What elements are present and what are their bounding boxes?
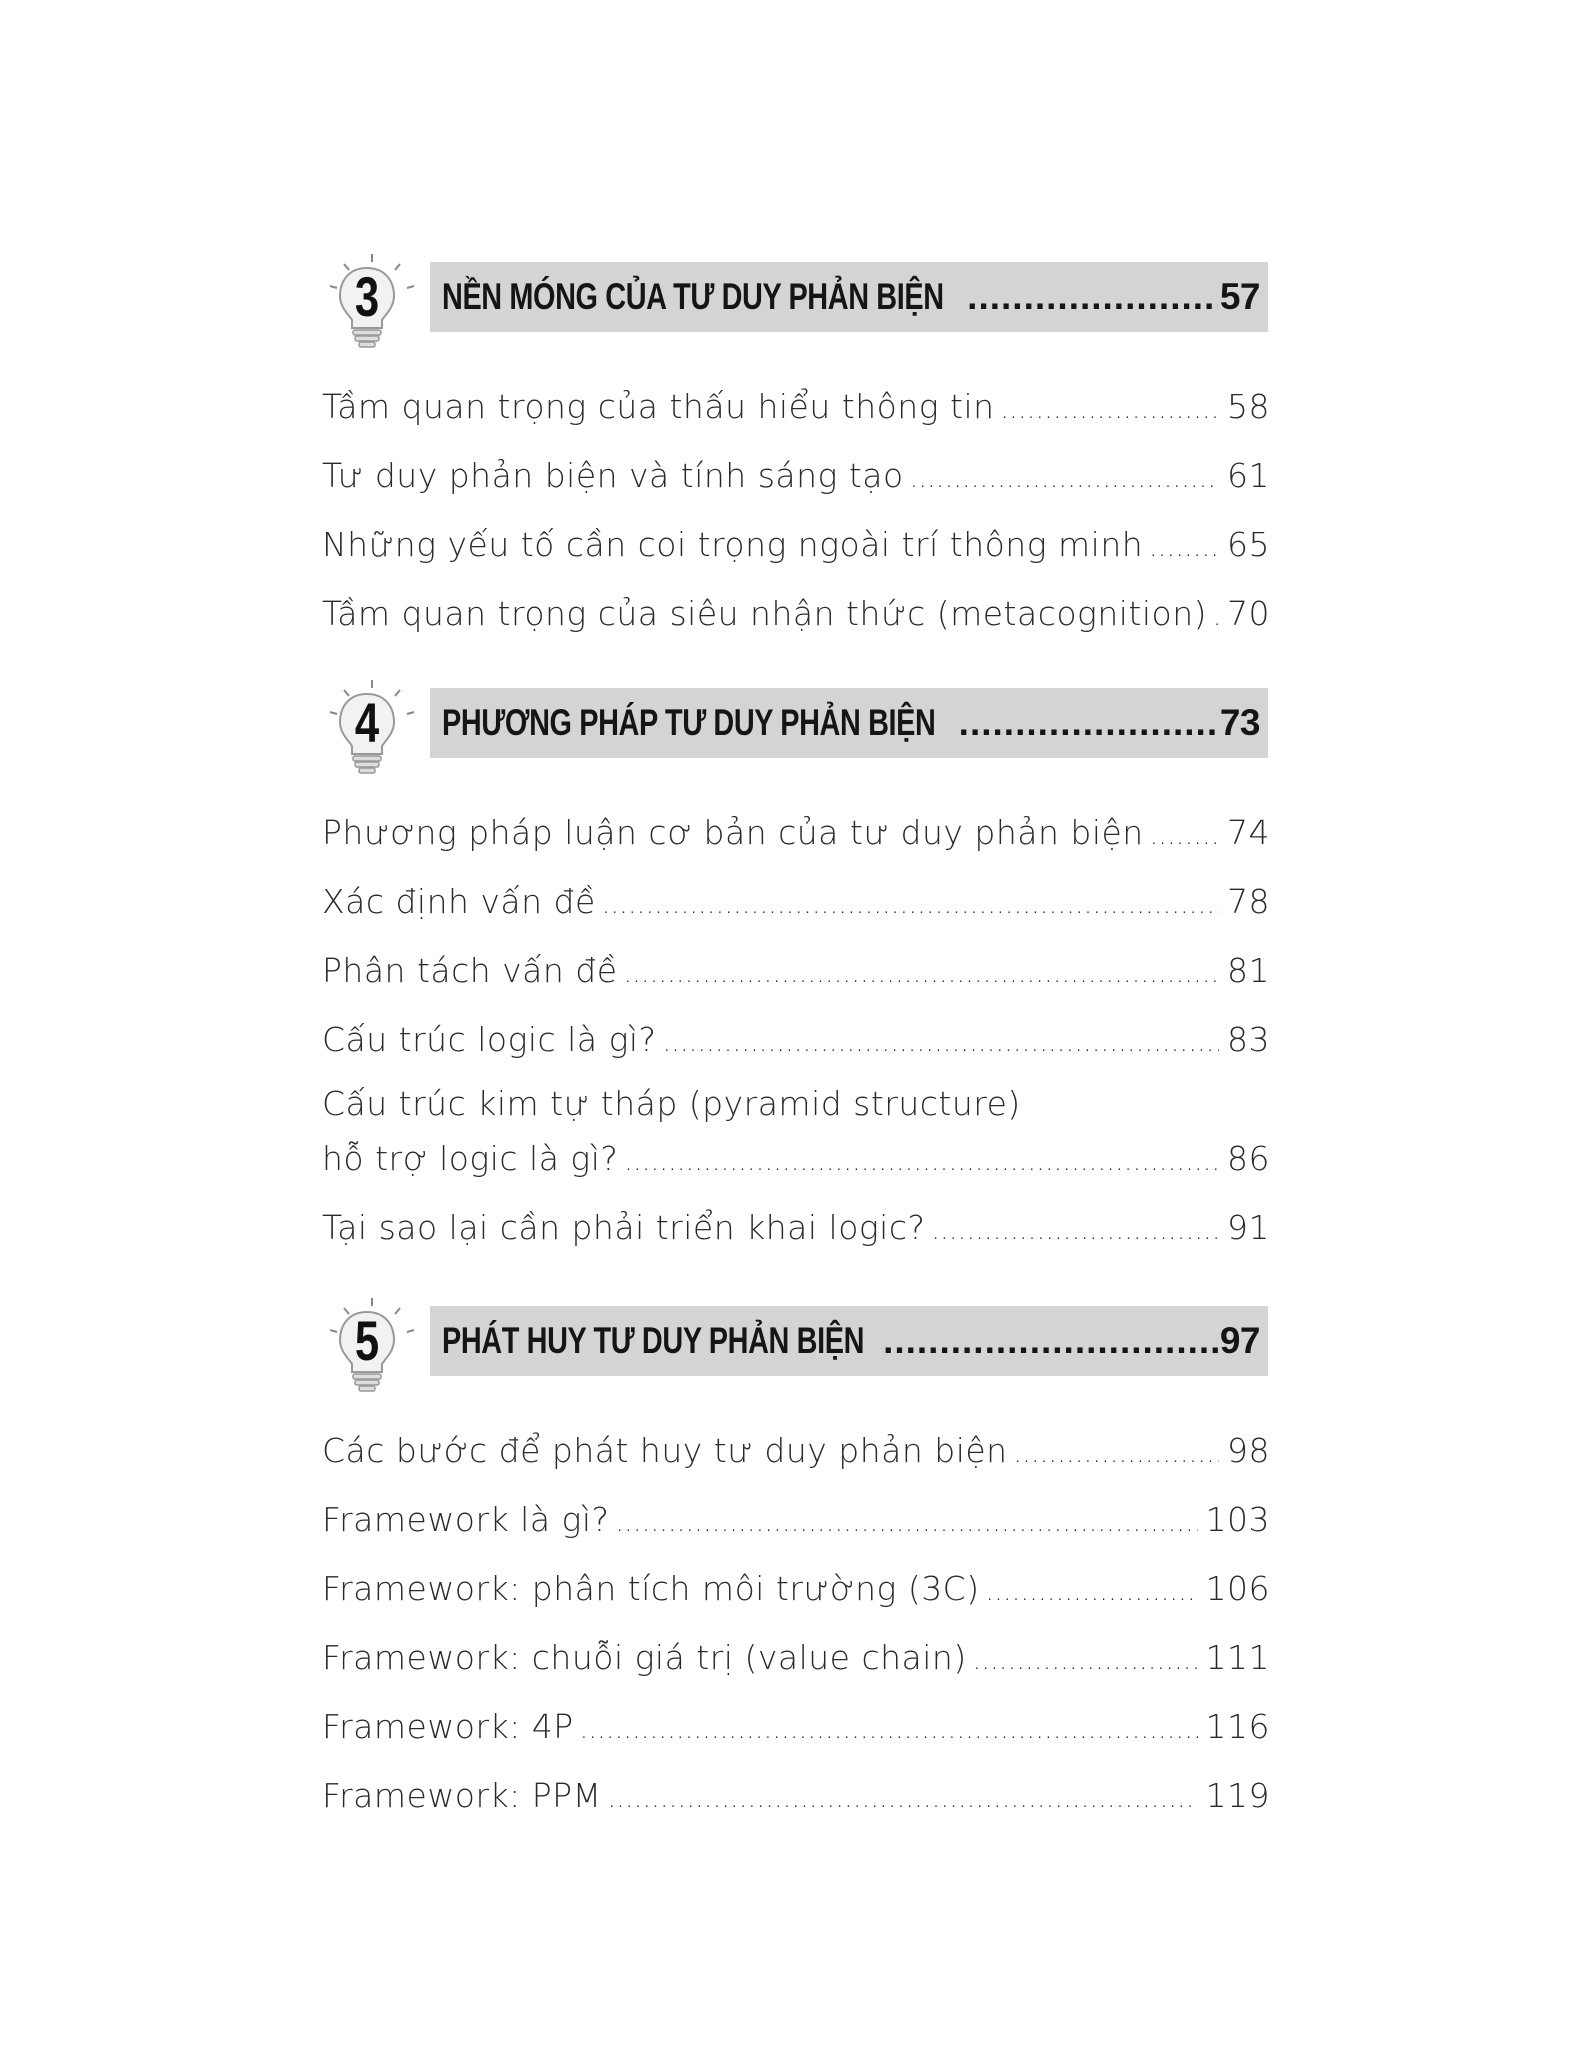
entry-page-number: 86 (1227, 1139, 1270, 1178)
entry-title: Phương pháp luận cơ bản của tư duy phản biện (322, 813, 1144, 852)
toc-entry[interactable] (322, 443, 1270, 512)
chapter-title: PHÁT HUY TƯ DUY PHẢN BIỆN (442, 1320, 865, 1361)
dot-leader (624, 941, 1219, 1007)
chapter-title-bar[interactable] (430, 688, 1268, 758)
entry-list (322, 1418, 1270, 1832)
entry-title: Các bước để phát huy tư duy phản biện (322, 1431, 1008, 1470)
chapter-header (322, 1296, 1270, 1396)
entry-title: Framework: chuỗi giá trị (value chain) (322, 1638, 967, 1677)
lightbulb-icon (322, 1296, 422, 1396)
entry-page-number: 81 (1227, 951, 1270, 990)
entry-page-number: 65 (1227, 525, 1270, 564)
toc-entry[interactable] (322, 581, 1270, 650)
chapter-page-number: 73 (1219, 702, 1260, 743)
lightbulb-icon (322, 252, 422, 352)
chapter-number: 3 (354, 265, 380, 328)
chapter-title: PHƯƠNG PHÁP TƯ DUY PHẢN BIỆN (442, 702, 936, 743)
dot-leader (973, 1628, 1198, 1694)
toc-entry[interactable] (322, 1418, 1270, 1487)
entry-page-number: 61 (1227, 456, 1270, 495)
toc-entry[interactable] (322, 1132, 1270, 1189)
chapter-page-number: 97 (1219, 1320, 1260, 1361)
entry-title: Framework: 4P (322, 1707, 574, 1746)
dot-leader (883, 1320, 1218, 1362)
entry-page-number: 98 (1227, 1431, 1270, 1470)
dot-leader (580, 1697, 1198, 1763)
entry-page-number: 58 (1227, 387, 1270, 426)
dot-leader (602, 872, 1219, 938)
lightbulb-icon (322, 678, 422, 778)
entry-page-number: 103 (1205, 1500, 1270, 1539)
toc-entry[interactable] (322, 800, 1270, 869)
entry-title: Những yếu tố cần coi trọng ngoài trí thông minh (322, 525, 1144, 564)
entry-title: Framework: PPM (322, 1776, 602, 1815)
toc-entry[interactable] (322, 1007, 1270, 1076)
entry-title-line-1: Cấu trúc kim tự tháp (pyramid structure) (322, 1084, 1021, 1123)
chapter-title-bar[interactable] (430, 262, 1268, 332)
dot-leader (986, 1559, 1198, 1625)
toc-entry[interactable] (322, 374, 1270, 443)
dot-leader (1150, 803, 1219, 869)
entry-list (322, 800, 1270, 1264)
entry-page-number: 116 (1205, 1707, 1270, 1746)
toc-entry[interactable] (322, 1694, 1270, 1763)
toc-entry[interactable] (322, 1763, 1270, 1832)
dot-leader (910, 446, 1219, 512)
dot-leader (663, 1010, 1219, 1076)
chapter-header (322, 678, 1270, 778)
entry-page-number: 91 (1227, 1208, 1270, 1247)
chapter-title: NỀN MÓNG CỦA TƯ DUY PHẢN BIỆN (442, 276, 944, 317)
dot-leader (932, 1198, 1219, 1264)
entry-title: Xác định vấn đề (322, 882, 596, 921)
chapter-3-section (322, 252, 1270, 650)
entry-page-number: 83 (1227, 1020, 1270, 1059)
toc-entry[interactable] (322, 1195, 1270, 1264)
toc-entry[interactable] (322, 512, 1270, 581)
dot-leader (624, 1135, 1219, 1189)
chapter-number: 5 (354, 1309, 380, 1372)
entry-page-number: 111 (1205, 1638, 1270, 1677)
dot-leader (1213, 584, 1219, 650)
entry-page-number: 106 (1205, 1569, 1270, 1608)
entry-title: Tại sao lại cần phải triển khai logic? (322, 1208, 926, 1247)
dot-leader (1014, 1421, 1219, 1487)
toc-entry[interactable] (322, 1487, 1270, 1556)
dot-leader (616, 1490, 1198, 1556)
chapter-page-number: 57 (1219, 276, 1260, 317)
entry-title: Tư duy phản biện và tính sáng tạo (322, 456, 904, 495)
entry-page-number: 78 (1227, 882, 1270, 921)
toc-entry[interactable] (322, 869, 1270, 938)
entry-page-number: 119 (1205, 1776, 1270, 1815)
dot-leader (1149, 515, 1219, 581)
chapter-number: 4 (354, 691, 380, 754)
entry-list (322, 374, 1270, 650)
dot-leader (967, 276, 1218, 318)
entry-title: Cấu trúc logic là gì? (322, 1020, 657, 1059)
entry-title: Phân tách vấn đề (322, 951, 618, 990)
entry-title: Framework: phân tích môi trường (3C) (322, 1569, 980, 1608)
entry-page-number: 74 (1227, 813, 1270, 852)
dot-leader (959, 702, 1218, 744)
dot-leader (1001, 377, 1219, 443)
dot-leader (608, 1766, 1198, 1832)
toc-entry[interactable] (322, 1556, 1270, 1625)
entry-title: Tầm quan trọng của siêu nhận thức (metacognition) (322, 594, 1207, 633)
toc-entry[interactable] (322, 1625, 1270, 1694)
chapter-title-bar[interactable] (430, 1306, 1268, 1376)
entry-title: Tầm quan trọng của thấu hiểu thông tin (322, 387, 995, 426)
entry-title: hỗ trợ logic là gì? (322, 1139, 619, 1178)
toc-entry-line-1[interactable] (322, 1076, 1270, 1132)
toc-entry[interactable] (322, 938, 1270, 1007)
chapter-header (322, 252, 1270, 352)
chapter-5-section (322, 1296, 1270, 1832)
chapter-4-section (322, 678, 1270, 1264)
entry-title: Framework là gì? (322, 1500, 610, 1539)
entry-page-number: 70 (1227, 594, 1270, 633)
